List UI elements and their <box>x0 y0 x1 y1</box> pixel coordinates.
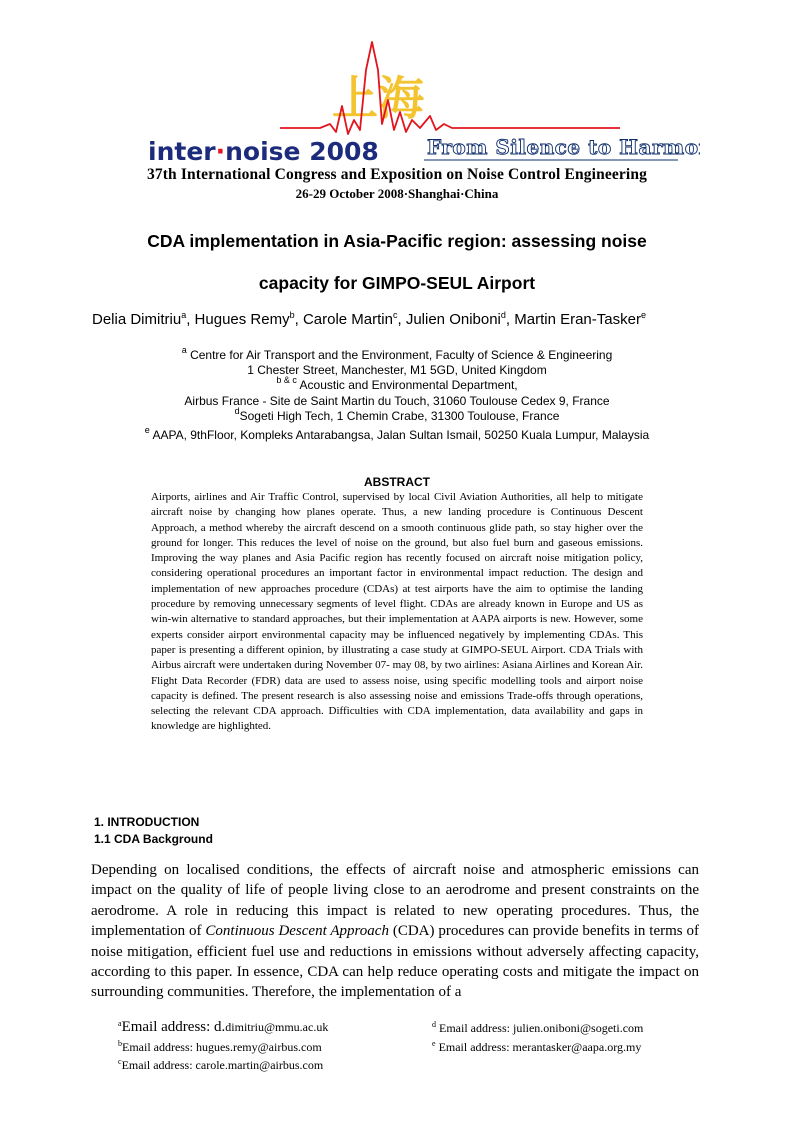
author: Martin Eran-Tasker$^e$ <box>514 310 646 328</box>
subsection-heading-cda-background: 1.1 CDA Background <box>94 832 213 846</box>
body-paragraph: Depending on localised conditions, the effects of aircraft noise and atmospheric emissions can impact on the quality of life of people living close to an aerodrome and present constraints on the aerodrome. A role in reducing this impact is related to new operating procedures. Thus, the implementation of Continuous Descent Approach (CDA) procedures can provide benefits in terms of noise mitigation, efficient fuel use and reductions in emissions without adversely affecting capacity, according to this paper. In essence, CDA can help reduce operating costs and mitigate the impact on surrounding communities. Therefore, the implementation of a <box>91 862 699 1001</box>
logo-brand: inter·noise 2008 <box>148 137 379 166</box>
logo-graphic <box>140 40 700 170</box>
abstract-text: Airports, airlines and Air Traffic Control, supervised by local Civil Aviation Authorities, all help to mitigate aircraft noise by changing how planes operate. Thus, a new landing procedure is Continuous Descent Approach, a method whereby the aircraft descend on a smooth continuous glide path, so stay higher over the ground for longer. This reduces the level of noise on the ground, but also fuel burn and gaseous emissions. Improving the way planes and Asia Pacific region has recently focused on aircraft noise mitigation policy, considering operational procedures an important factor in environmental impact reduction. The design and implementation of new approaches procedure (CDAs) at test airports have the aim to optimise the landing procedure by removing unnecessary segments of level flight. CDAs are already known in Europe and US as win-win alternative to standard approaches, but their implementation at AAPA airports is new. However, some experts consider airport environmental capacity may be influenced negatively by implementing CDAs. This paper is presenting a different opinion, by illustrating a case study at GIMPO-SEUL Airport. CDA Trials with Airbus aircraft were undertaken during November 07- may 08, by two airlines: Asiana Airlines and Korean Air. Flight Data Recorder (FDR) data are used to assess noise, using specific modelling tools and airport noise capacity is defined. The present research is also assessing noise and emissions Trade-offs through operations, selecting the relevant CDA approach. Difficulties with CDA implementation, data availability and gaps in knowledge are highlighted. <box>151 491 643 733</box>
paper-title-line2: capacity for GIMPO-SEUL Airport <box>258 273 536 293</box>
affiliation-bc: $^{b \& c}$ Acoustic and Environmental Department, <box>276 375 518 392</box>
affiliation-e: $^e$ AAPA, 9thFloor, Kompleks Antarabangsa, Jalan Sultan Ismail, 50250 Kuala Lumpur, Malaysia <box>144 425 650 442</box>
author: Julien Oniboni$^d$, <box>405 310 515 328</box>
logo-chinese-text: 上海 <box>332 71 424 125</box>
footnote-a: $^a$Email address: d.dimitriu@mmu.ac.uk <box>118 1019 329 1035</box>
footnote-e: $^e$ Email address: merantasker@aapa.org.my <box>432 1039 642 1054</box>
affiliation-a: $^a$ Centre for Air Transport and the Environment, Faculty of Science & Engineering <box>181 345 613 362</box>
affiliation-a-address: 1 Chester Street, Manchester, M1 5GD, United Kingdom <box>247 363 547 377</box>
conference-logo <box>140 40 700 170</box>
abstract-heading: ABSTRACT <box>364 475 430 489</box>
affiliation-bc-address: Airbus France - Site de Saint Martin du Touch, 31060 Toulouse Cedex 9, France <box>184 394 610 408</box>
footnote-d: $^d$ Email address: julien.oniboni@sogeti.com <box>432 1020 644 1035</box>
conference-dates: 26-29 October 2008·Shanghai·China <box>295 186 499 201</box>
section-heading-introduction: 1. INTRODUCTION <box>94 815 200 829</box>
conference-title: 37th International Congress and Exposition on Noise Control Engineering <box>146 166 648 183</box>
author: Carole Martin$^c$, <box>302 310 406 328</box>
author: Hugues Remy$^b$, <box>194 310 303 328</box>
affiliation-d: $^d$Sogeti High Tech, 1 Chemin Crabe, 31300 Toulouse, France <box>234 406 560 423</box>
author-list <box>92 311 712 328</box>
footnote-b: $^b$Email address: hugues.remy@airbus.com <box>118 1039 322 1054</box>
paper-title-line1: CDA implementation in Asia-Pacific region: assessing noise <box>147 231 647 251</box>
author: Delia Dimitriu$^a$, <box>92 310 195 328</box>
logo-tagline: From Silence to Harmony <box>427 135 700 159</box>
logo-waveform <box>280 42 620 134</box>
footnote-c: $^c$Email address: carole.martin@airbus.com <box>118 1057 324 1072</box>
